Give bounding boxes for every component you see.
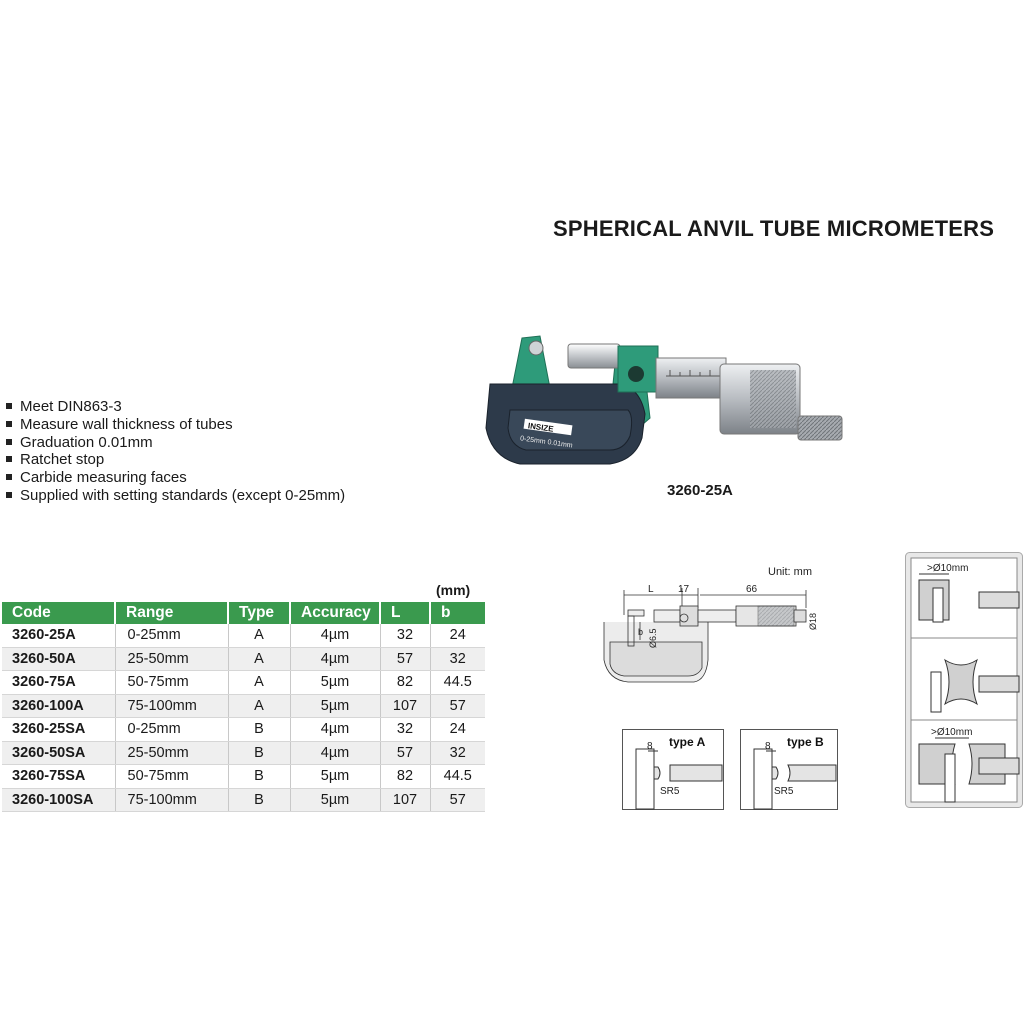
cell-range: 25-50mm [115,741,228,765]
cell-type: A [228,671,290,695]
cell-range: 75-100mm [115,788,228,812]
cell-code: 3260-100A [2,694,115,718]
dim-66-label: 66 [746,584,758,595]
cell-b: 32 [430,741,485,765]
app-bottom-dim: >Ø10mm [931,727,973,738]
cell-l: 32 [380,718,430,742]
specs-table [2,602,485,812]
cell-l: 107 [380,788,430,812]
feature-item: Supplied with setting standards (except 0-25mm) [2,487,345,505]
cell-accuracy: 4µm [290,741,380,765]
type-b-radius: SR5 [774,786,794,797]
cell-type: B [228,741,290,765]
cell-b: 57 [430,788,485,812]
cell-accuracy: 5µm [290,788,380,812]
cell-l: 107 [380,694,430,718]
feature-list [2,398,345,505]
cell-accuracy: 5µm [290,765,380,789]
micrometer-product-image [470,318,850,478]
col-header-code: Code [2,602,115,624]
feature-item: Meet DIN863-3 [2,398,345,416]
col-header-range: Range [115,602,228,624]
table-row [2,741,485,765]
product-caption: 3260-25A [667,482,733,499]
table-unit-note: (mm) [436,582,471,598]
applications-panel [905,552,1023,808]
feature-item: Graduation 0.01mm [2,434,345,452]
unit-label: Unit: mm [768,566,812,578]
col-header-accuracy: Accuracy [290,602,380,624]
cell-range: 0-25mm [115,624,228,647]
cell-b: 44.5 [430,671,485,695]
cell-code: 3260-25SA [2,718,115,742]
col-header-type: Type [228,602,290,624]
cell-type: B [228,718,290,742]
bullet-icon [6,403,12,409]
cell-code: 3260-75A [2,671,115,695]
cell-range: 25-50mm [115,647,228,671]
cell-accuracy: 4µm [290,718,380,742]
cell-b: 24 [430,624,485,647]
cell-b: 57 [430,694,485,718]
cell-l: 82 [380,765,430,789]
table-row [2,788,485,812]
cell-code: 3260-100SA [2,788,115,812]
app-top-dim: >Ø10mm [927,563,969,574]
cell-accuracy: 4µm [290,647,380,671]
type-a-radius: SR5 [660,786,680,797]
cell-range: 0-25mm [115,718,228,742]
type-a-label: type A [669,735,706,749]
table-row [2,647,485,671]
bullet-icon [6,474,12,480]
table-row [2,624,485,647]
cell-accuracy: 5µm [290,694,380,718]
page-title: SPHERICAL ANVIL TUBE MICROMETERS [553,216,995,241]
type-a-detail [622,729,724,811]
cell-range: 75-100mm [115,694,228,718]
bullet-icon [6,439,12,445]
cell-accuracy: 5µm [290,671,380,695]
svg-text:INSIZE: INSIZE [527,421,555,434]
cell-type: A [228,647,290,671]
cell-b: 24 [430,718,485,742]
feature-item: Carbide measuring faces [2,469,345,487]
type-b-label: type B [787,735,824,749]
cell-b: 32 [430,647,485,671]
feature-item: Measure wall thickness of tubes [2,416,345,434]
cell-accuracy: 4µm [290,624,380,647]
bullet-icon [6,492,12,498]
table-row [2,671,485,695]
dim-b-label: b [638,627,644,637]
cell-code: 3260-75SA [2,765,115,789]
cell-b: 44.5 [430,765,485,789]
type-b-dim: 8 [765,741,771,752]
cell-l: 57 [380,647,430,671]
type-b-detail [740,729,838,811]
bullet-icon [6,456,12,462]
cell-code: 3260-25A [2,624,115,647]
table-row [2,765,485,789]
feature-item: Ratchet stop [2,451,345,469]
cell-l: 32 [380,624,430,647]
svg-text:0-25mm 0.01mm: 0-25mm 0.01mm [519,435,573,450]
cell-type: A [228,624,290,647]
col-header-l: L [380,602,430,624]
table-header-row [2,602,485,624]
dim-l-label: L [648,584,654,595]
dim-d18-label: Ø18 [808,612,818,630]
cell-l: 57 [380,741,430,765]
cell-range: 50-75mm [115,765,228,789]
cell-code: 3260-50SA [2,741,115,765]
dim-17-label: 17 [678,584,690,595]
table-row [2,718,485,742]
col-header-b: b [430,602,485,624]
cell-l: 82 [380,671,430,695]
type-a-dim: 8 [647,741,653,752]
dim-d65-label: Ø6.5 [648,628,658,648]
cell-type: B [228,788,290,812]
dimension-drawing [598,560,828,690]
cell-type: B [228,765,290,789]
cell-range: 50-75mm [115,671,228,695]
table-row [2,694,485,718]
cell-type: A [228,694,290,718]
bullet-icon [6,421,12,427]
cell-code: 3260-50A [2,647,115,671]
